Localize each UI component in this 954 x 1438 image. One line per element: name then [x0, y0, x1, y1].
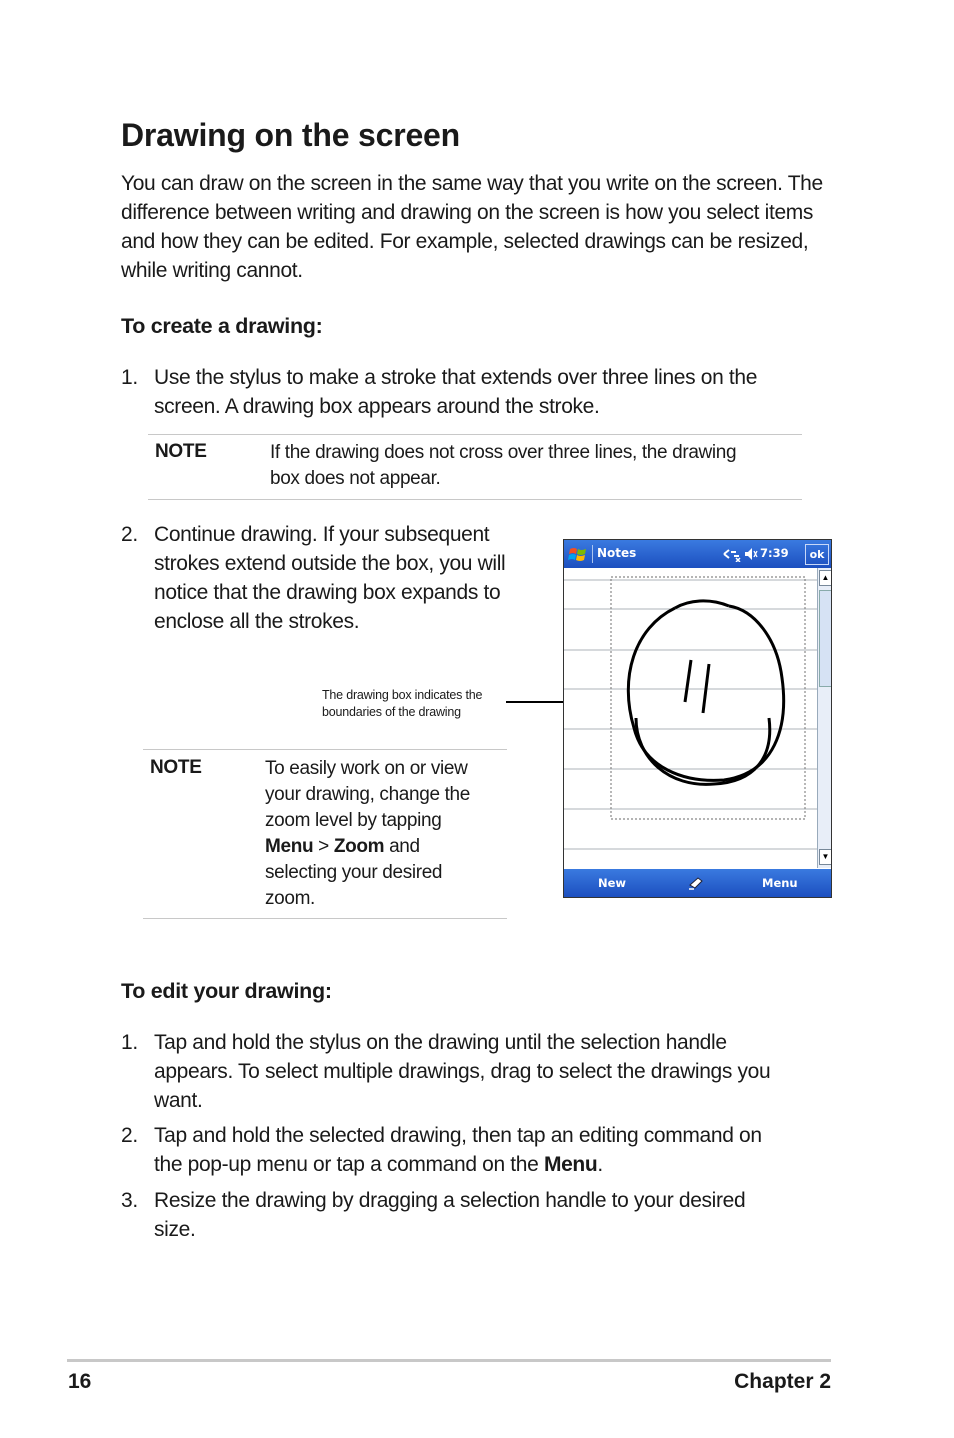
- step-text-line: screen. A drawing box appears around the stroke.: [154, 395, 600, 418]
- note2-line: To easily work on or view: [265, 758, 468, 779]
- step-number: 1.: [121, 1031, 138, 1054]
- note2-bottom-rule: [143, 918, 507, 919]
- page-number: 16: [68, 1370, 92, 1393]
- note2-line: [265, 834, 505, 860]
- callout-line: The drawing box indicates the: [322, 688, 483, 702]
- eye-left: [685, 660, 691, 702]
- step-number: 1.: [121, 366, 138, 389]
- footer-rule: [67, 1359, 831, 1362]
- note-label: NOTE: [155, 441, 207, 462]
- title-divider: [592, 545, 593, 563]
- note2-text: [265, 756, 505, 912]
- app-title: Notes: [597, 546, 637, 560]
- note2-line: zoom.: [265, 888, 315, 909]
- zoom-term: Zoom: [333, 836, 385, 857]
- step-text-line: Resize the drawing by dragging a selection handle to your desired: [154, 1189, 746, 1212]
- pen-icon[interactable]: [688, 875, 706, 891]
- connectivity-icon[interactable]: [722, 546, 742, 562]
- step-text-line: want.: [154, 1089, 203, 1112]
- note2-label: NOTE: [150, 757, 202, 778]
- intro-paragraph: You can draw on the screen in the same way that you write on the screen. The difference between writing and drawing on the screen is how you select items and how they can be edited. For example, selected drawings can be resized, while writing cannot.: [121, 172, 823, 282]
- volume-icon[interactable]: [744, 547, 758, 561]
- new-button[interactable]: New: [598, 876, 627, 890]
- drawing-box-callout: [322, 687, 482, 721]
- ok-button[interactable]: ok: [805, 544, 829, 565]
- step-number: 3.: [121, 1189, 138, 1212]
- menu-term: Menu: [265, 836, 314, 857]
- note-top-rule: [148, 434, 802, 435]
- windows-start-icon[interactable]: [568, 545, 588, 563]
- device-screenshot: [563, 539, 832, 898]
- scroll-up-arrow-icon[interactable]: ▲: [819, 570, 832, 586]
- device-title-bar: [564, 540, 831, 568]
- note2-top-rule: [143, 749, 507, 750]
- step-text-line: [154, 1150, 844, 1179]
- step-text-span: .: [597, 1153, 603, 1176]
- note2-line: selecting your desired: [265, 862, 443, 883]
- edit-heading: To edit your drawing:: [121, 979, 332, 1003]
- step-text-line: size.: [154, 1218, 196, 1241]
- step-number: 2.: [121, 523, 138, 546]
- note-bottom-rule: [148, 499, 802, 500]
- smile-stroke: [636, 718, 770, 784]
- and-text: and: [384, 836, 420, 857]
- note-text-line: box does not appear.: [270, 468, 441, 489]
- clock-time[interactable]: 7:39: [760, 546, 789, 560]
- create-heading: To create a drawing:: [121, 314, 323, 338]
- note-text: [270, 440, 800, 492]
- vertical-scrollbar[interactable]: [817, 568, 831, 868]
- menu-term: Menu: [543, 1153, 598, 1176]
- note2-line: zoom level by tapping: [265, 810, 442, 831]
- drawing-box: [611, 577, 805, 819]
- scroll-thumb[interactable]: [819, 590, 832, 687]
- callout-line: boundaries of the drawing: [322, 705, 461, 719]
- step-text-line: Tap and hold the selected drawing, then tap an editing command on: [154, 1124, 762, 1147]
- step-text-line: appears. To select multiple drawings, drag to select the drawings you: [154, 1060, 771, 1083]
- step-text-line: strokes extend outside the box, you will: [154, 552, 506, 575]
- face-outline-top: [675, 601, 729, 608]
- menu-button[interactable]: Menu: [762, 876, 798, 890]
- device-command-bar: [564, 869, 831, 897]
- note2-line: your drawing, change the: [265, 784, 470, 805]
- page-title: Drawing on the screen: [121, 117, 460, 153]
- menu-separator: >: [313, 836, 334, 857]
- chapter-label: Chapter 2: [734, 1370, 831, 1393]
- step-text-line: enclose all the strokes.: [154, 610, 360, 633]
- step-text-span: the pop-up menu or tap a command on the: [154, 1153, 544, 1176]
- step-text-line: notice that the drawing box expands to: [154, 581, 501, 604]
- step-number: 2.: [121, 1124, 138, 1147]
- step-text-line: Use the stylus to make a stroke that extends over three lines on the: [154, 366, 758, 389]
- scroll-down-arrow-icon[interactable]: ▼: [819, 849, 832, 865]
- notes-canvas[interactable]: [564, 568, 818, 868]
- note-text-line: If the drawing does not cross over three lines, the drawing: [270, 442, 737, 463]
- step-text-line: Tap and hold the stylus on the drawing until the selection handle: [154, 1031, 727, 1054]
- step-text-line: Continue drawing. If your subsequent: [154, 523, 490, 546]
